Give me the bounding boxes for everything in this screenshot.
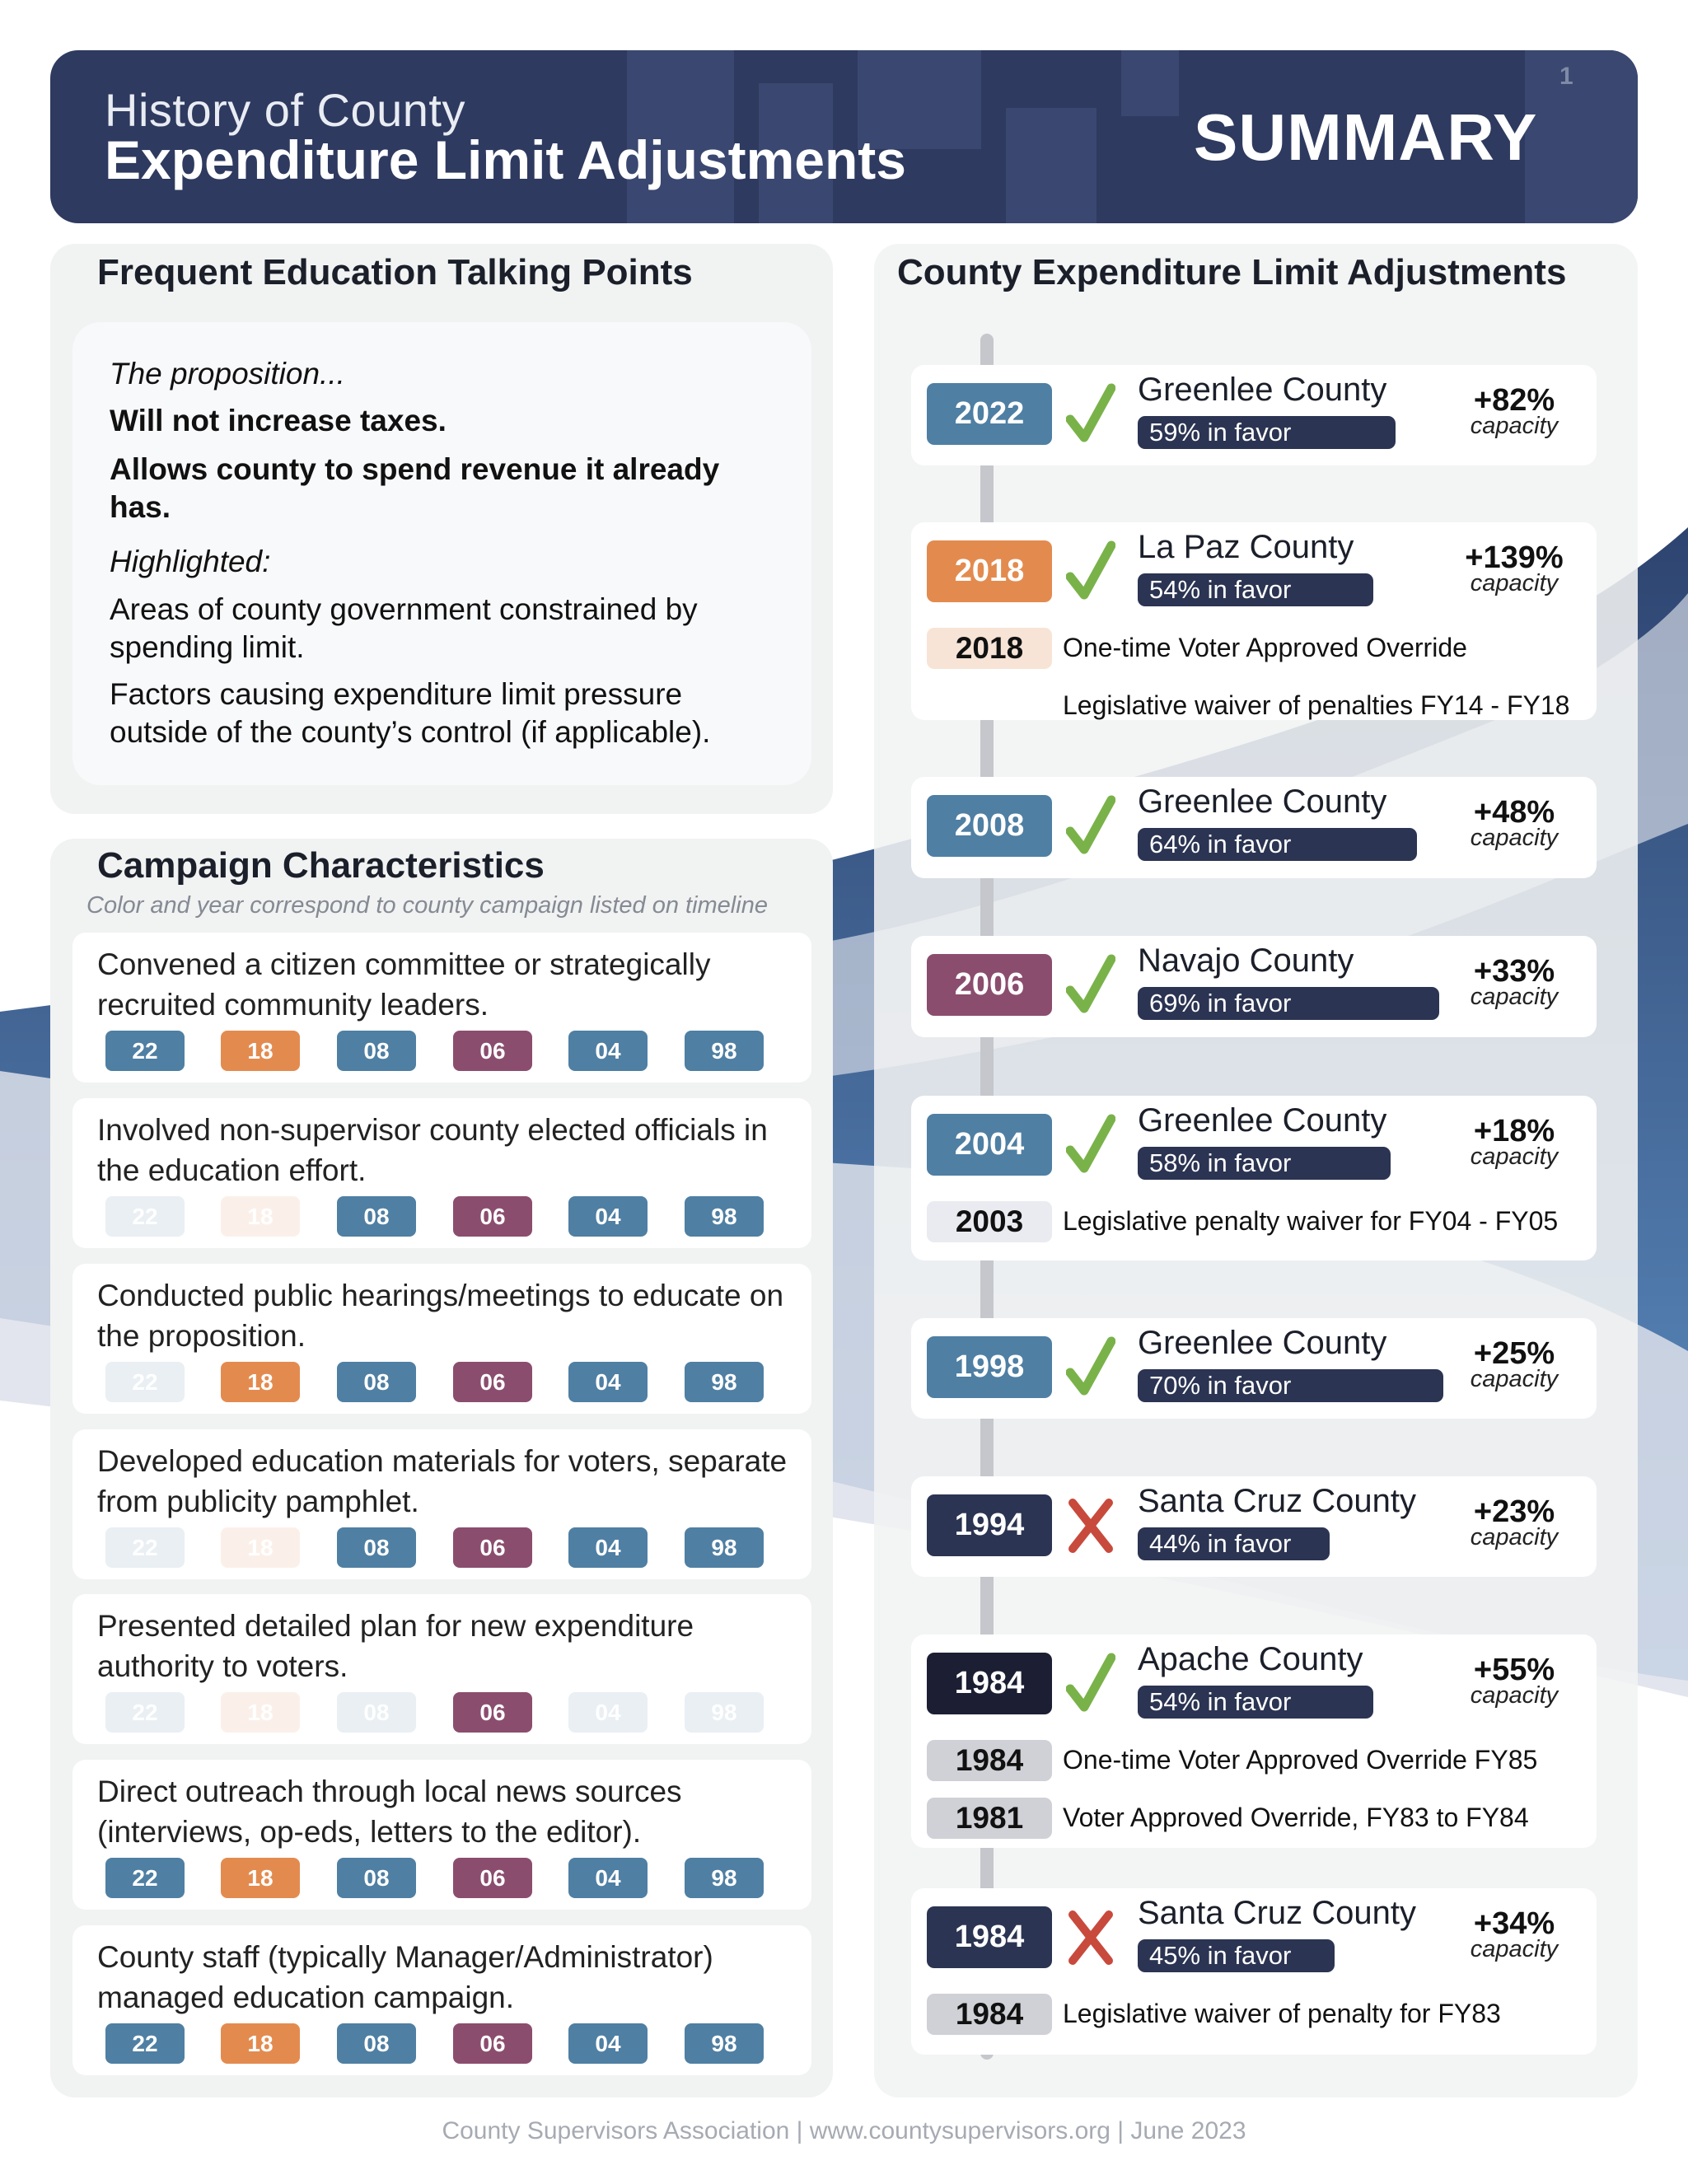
talking-points-title: Frequent Education Talking Points xyxy=(97,252,693,292)
timeline-favor-bar: 44% in favor xyxy=(1138,1527,1330,1560)
year-pill-18: 18 xyxy=(221,1692,300,1733)
timeline-note-year: 1981 xyxy=(927,1798,1052,1839)
campaign-title: Campaign Characteristics xyxy=(97,845,545,886)
talking-point-revenue: Allows county to spend revenue it already has. xyxy=(110,452,720,524)
year-pill-22: 22 xyxy=(105,2023,185,2064)
timeline-capacity-label: capacity xyxy=(1470,570,1559,596)
year-pill-08: 08 xyxy=(337,1692,416,1733)
year-pill-06: 06 xyxy=(453,1031,532,1071)
timeline-note-text: Voter Approved Override, FY83 to FY84 xyxy=(1063,1803,1529,1832)
talking-point-no-tax: Will not increase taxes. xyxy=(110,404,447,437)
timeline-capacity-change: +48% xyxy=(1473,795,1555,830)
footer: County Supervisors Association | www.countysupervisors.org | June 2023 xyxy=(442,2117,1246,2144)
year-pill-22: 22 xyxy=(105,1362,185,1402)
timeline-note-year: 2003 xyxy=(927,1201,1052,1242)
timeline-county-name: La Paz County xyxy=(1138,529,1354,565)
timeline-county-name: Apache County xyxy=(1138,1641,1363,1677)
timeline-capacity-change: +34% xyxy=(1473,1906,1555,1941)
timeline-note-text: Legislative waiver of penalties FY14 - FY18 xyxy=(1063,690,1570,720)
year-pill-98: 98 xyxy=(685,1031,764,1071)
timeline-county-name: Santa Cruz County xyxy=(1138,1895,1416,1931)
check-icon xyxy=(1066,1114,1115,1181)
timeline-entry xyxy=(911,522,1597,720)
campaign-item-text: County staff (typically Manager/Administrator) managed education campaign. xyxy=(97,1940,713,2014)
timeline-year-badge: 2008 xyxy=(927,795,1052,857)
year-pill-06: 06 xyxy=(453,2023,532,2064)
timeline-county-name: Greenlee County xyxy=(1138,1325,1387,1361)
timeline-capacity-label: capacity xyxy=(1470,1936,1559,1962)
talking-points-box xyxy=(72,322,811,785)
timeline-favor-bar: 59% in favor xyxy=(1138,416,1396,449)
timeline-county-name: Greenlee County xyxy=(1138,372,1387,408)
timeline-capacity-change: +55% xyxy=(1473,1653,1555,1687)
timeline-note-text: Legislative waiver of penalty for FY83 xyxy=(1063,1999,1501,2028)
header-title-line1: History of County xyxy=(105,84,465,136)
timeline-entry xyxy=(911,936,1597,1037)
campaign-item-text: Conducted public hearings/meetings to educate on the proposition. xyxy=(97,1279,784,1353)
timeline-favor-bar: 45% in favor xyxy=(1138,1939,1335,1972)
year-pill-98: 98 xyxy=(685,1692,764,1733)
year-pill-22: 22 xyxy=(105,1692,185,1733)
timeline-favor-bar: 54% in favor xyxy=(1138,573,1373,606)
year-pill-04: 04 xyxy=(568,1527,648,1568)
timeline-year-badge: 1984 xyxy=(927,1906,1052,1968)
timeline-county-name: Santa Cruz County xyxy=(1138,1483,1416,1519)
campaign-item xyxy=(72,933,811,1083)
timeline-entry xyxy=(911,1318,1597,1419)
timeline-entry xyxy=(911,1888,1597,2055)
year-pill-22: 22 xyxy=(105,1858,185,1898)
campaign-item xyxy=(72,1760,811,1910)
timeline-entry xyxy=(911,365,1597,465)
year-pill-98: 98 xyxy=(685,1527,764,1568)
year-pill-18: 18 xyxy=(221,2023,300,2064)
year-pill-18: 18 xyxy=(221,1858,300,1898)
check-icon xyxy=(1066,383,1115,450)
timeline-favor-bar: 64% in favor xyxy=(1138,828,1417,861)
year-pill-08: 08 xyxy=(337,1362,416,1402)
talking-point-constrained: Areas of county government constrained by spending limit. xyxy=(110,592,698,664)
year-pill-22: 22 xyxy=(105,1196,185,1237)
campaign-subtitle: Color and year correspond to county campaign listed on timeline xyxy=(87,892,768,919)
timeline-county-name: Greenlee County xyxy=(1138,783,1387,820)
year-pill-06: 06 xyxy=(453,1692,532,1733)
timeline-favor-bar: 58% in favor xyxy=(1138,1147,1391,1180)
timeline-note-year: 2018 xyxy=(927,628,1052,669)
year-pill-04: 04 xyxy=(568,2023,648,2064)
year-pill-04: 04 xyxy=(568,1196,648,1237)
timeline-favor-bar: 54% in favor xyxy=(1138,1686,1373,1719)
year-pill-04: 04 xyxy=(568,1362,648,1402)
timeline-capacity-label: capacity xyxy=(1470,1143,1559,1170)
year-pill-04: 04 xyxy=(568,1031,648,1071)
year-pill-04: 04 xyxy=(568,1692,648,1733)
year-pill-08: 08 xyxy=(337,1858,416,1898)
timeline-title: County Expenditure Limit Adjustments xyxy=(897,252,1567,292)
timeline-capacity-label: capacity xyxy=(1470,1524,1559,1550)
timeline-entry xyxy=(911,777,1597,878)
check-icon xyxy=(1066,540,1115,607)
year-pill-98: 98 xyxy=(685,1858,764,1898)
cross-icon xyxy=(1066,1906,1115,1973)
timeline-capacity-label: capacity xyxy=(1470,825,1559,851)
summary-label: SUMMARY xyxy=(1194,101,1538,174)
timeline-year-badge: 1994 xyxy=(927,1494,1052,1556)
campaign-item xyxy=(72,1429,811,1579)
campaign-item-text: Direct outreach through local news sources (interviews, op-eds, letters to the editor). xyxy=(97,1775,682,1849)
timeline-capacity-change: +23% xyxy=(1473,1494,1555,1529)
timeline-capacity-label: capacity xyxy=(1470,984,1559,1010)
timeline-note-year: 1984 xyxy=(927,1740,1052,1781)
timeline-note-text: One-time Voter Approved Override xyxy=(1063,633,1467,662)
timeline-note-year: 1984 xyxy=(927,1994,1052,2035)
timeline-year-badge: 2018 xyxy=(927,540,1052,602)
timeline-capacity-label: capacity xyxy=(1470,413,1559,439)
campaign-item xyxy=(72,1098,811,1248)
timeline-year-badge: 2004 xyxy=(927,1114,1052,1176)
cross-icon xyxy=(1066,1494,1115,1561)
campaign-item-text: Involved non-supervisor county elected officials in the education effort. xyxy=(97,1113,768,1187)
campaign-item-text: Presented detailed plan for new expenditure authority to voters. xyxy=(97,1609,694,1683)
campaign-item xyxy=(72,1594,811,1744)
timeline-favor-bar: 70% in favor xyxy=(1138,1369,1443,1402)
timeline-county-name: Navajo County xyxy=(1138,942,1354,979)
timeline-note-text: Legislative penalty waiver for FY04 - FY05 xyxy=(1063,1206,1559,1236)
timeline-county-name: Greenlee County xyxy=(1138,1102,1387,1139)
year-pill-98: 98 xyxy=(685,1362,764,1402)
campaign-item xyxy=(72,1925,811,2075)
timeline-capacity-change: +139% xyxy=(1465,540,1564,575)
year-pill-18: 18 xyxy=(221,1527,300,1568)
timeline-year-badge: 1984 xyxy=(927,1653,1052,1714)
talking-point-intro: The proposition... xyxy=(110,357,345,391)
timeline-capacity-change: +18% xyxy=(1473,1114,1555,1148)
timeline-note-text: One-time Voter Approved Override FY85 xyxy=(1063,1745,1538,1775)
year-pill-08: 08 xyxy=(337,2023,416,2064)
year-pill-08: 08 xyxy=(337,1196,416,1237)
year-pill-04: 04 xyxy=(568,1858,648,1898)
year-pill-18: 18 xyxy=(221,1196,300,1237)
year-pill-18: 18 xyxy=(221,1031,300,1071)
header-banner xyxy=(50,50,1638,223)
year-pill-06: 06 xyxy=(453,1858,532,1898)
check-icon xyxy=(1066,954,1115,1021)
check-icon xyxy=(1066,795,1115,862)
timeline-year-badge: 1998 xyxy=(927,1336,1052,1398)
campaign-item xyxy=(72,1264,811,1414)
timeline-capacity-label: capacity xyxy=(1470,1682,1559,1709)
timeline-favor-bar: 69% in favor xyxy=(1138,987,1439,1020)
page-number: 1 xyxy=(1559,63,1573,90)
timeline-entry xyxy=(911,1476,1597,1577)
timeline-capacity-change: +82% xyxy=(1473,383,1555,418)
campaign-item-text: Developed education materials for voters, separate from publicity pamphlet. xyxy=(97,1444,788,1518)
year-pill-22: 22 xyxy=(105,1527,185,1568)
campaign-item-text: Convened a citizen committee or strategically recruited community leaders. xyxy=(97,947,711,1022)
check-icon xyxy=(1066,1653,1115,1719)
year-pill-98: 98 xyxy=(685,2023,764,2064)
check-icon xyxy=(1066,1336,1115,1403)
year-pill-06: 06 xyxy=(453,1527,532,1568)
talking-point-highlighted: Highlighted: xyxy=(110,545,271,578)
timeline-year-badge: 2022 xyxy=(927,383,1052,445)
year-pill-08: 08 xyxy=(337,1031,416,1071)
year-pill-06: 06 xyxy=(453,1362,532,1402)
timeline-entry xyxy=(911,1634,1597,1848)
timeline-capacity-change: +25% xyxy=(1473,1336,1555,1371)
timeline-entry xyxy=(911,1096,1597,1260)
timeline-capacity-label: capacity xyxy=(1470,1366,1559,1392)
year-pill-08: 08 xyxy=(337,1527,416,1568)
talking-point-pressure: Factors causing expenditure limit pressure outside of the county’s control (if applicable). xyxy=(110,677,711,749)
year-pill-22: 22 xyxy=(105,1031,185,1071)
year-pill-18: 18 xyxy=(221,1362,300,1402)
header-title-line2: Expenditure Limit Adjustments xyxy=(105,129,906,190)
timeline-capacity-change: +33% xyxy=(1473,954,1555,989)
timeline-year-badge: 2006 xyxy=(927,954,1052,1016)
year-pill-98: 98 xyxy=(685,1196,764,1237)
year-pill-06: 06 xyxy=(453,1196,532,1237)
